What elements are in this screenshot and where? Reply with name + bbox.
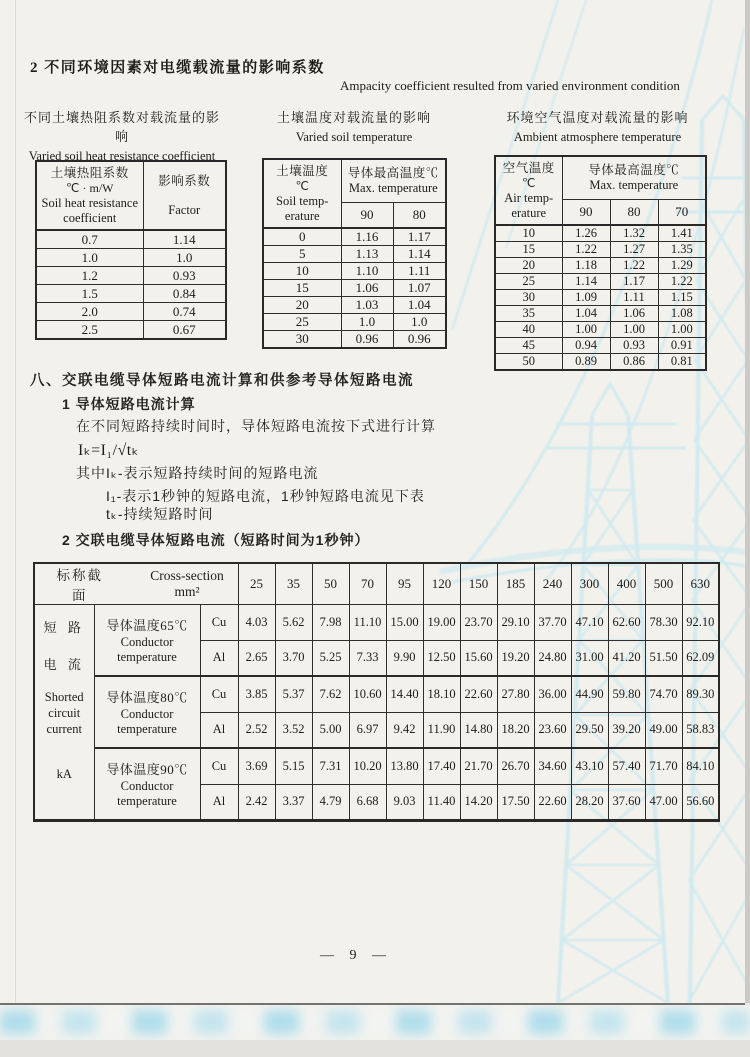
table-row [263, 297, 446, 314]
table-row [36, 321, 226, 340]
table-cell: 0.74 [143, 303, 226, 321]
table-cell: 1.06 [341, 280, 393, 297]
table-row [263, 263, 446, 280]
soil-temperature-caption [262, 109, 446, 146]
scanner-background [0, 1040, 750, 1057]
table-cell: 70 [349, 563, 386, 605]
table-cell: 30 [263, 331, 341, 349]
table-cell: 25 [238, 563, 275, 605]
table-cell: 400 [608, 563, 645, 605]
header-zh: 导体最高温度℃ [347, 166, 439, 181]
formula-note-i1: I₁-表示1秒钟的短路电流，1秒钟短路电流见下表 [106, 488, 425, 504]
table-cell: 36.00 [534, 676, 571, 712]
short-circuit-formula: Iₖ=I₁/√tₖ [78, 442, 140, 459]
table-cell: 74.70 [645, 676, 682, 712]
table-cell: 23.70 [460, 605, 497, 641]
table-cell: 5.00 [312, 712, 349, 748]
table-cell: 9.03 [386, 784, 423, 821]
caption-en: Ambient atmosphere temperature [513, 129, 682, 144]
table-cell: 0.93 [610, 338, 658, 354]
table-cell: 1.18 [562, 258, 610, 274]
group-label-en: temperature [117, 722, 177, 736]
table-cell: 0.7 [36, 230, 143, 249]
table-row [263, 280, 446, 297]
table-cell: 1.14 [393, 246, 446, 263]
corner-en: Cross-section mm² [150, 568, 224, 599]
header-en: Soil heat resistance [41, 196, 138, 211]
table-cell: 39.20 [608, 712, 645, 748]
table-cell: 15.60 [460, 640, 497, 676]
table-cell: 18.20 [497, 712, 534, 748]
table-cell: 2.42 [238, 784, 275, 821]
header-cell [562, 156, 706, 199]
corner-header-cell [34, 563, 238, 605]
short-circuit-current-table [33, 562, 720, 822]
table-cell: 1.41 [658, 225, 706, 242]
header-en: erature [511, 206, 547, 221]
table-cell: 1.09 [562, 290, 610, 306]
header-zh: 空气温度 [502, 161, 555, 175]
material-cell: Cu [200, 748, 238, 784]
table-cell: 1.27 [610, 242, 658, 258]
air-temperature-table [494, 155, 707, 371]
section-paragraph: 在不同短路持续时间时，导体短路电流按下式进行计算 [76, 418, 436, 434]
table-cell: 1.32 [610, 225, 658, 242]
group-label-zh: 导体温度65℃ [106, 617, 188, 633]
soil-temperature-table [262, 158, 447, 349]
table-cell: 58.83 [682, 712, 719, 748]
formula-note-tk: tₖ-持续短路时间 [106, 506, 214, 522]
table-cell: 1.04 [393, 297, 446, 314]
table-cell: 47.00 [645, 784, 682, 821]
table-cell: 2.5 [36, 321, 143, 340]
header-unit: ℃ · m/W [66, 181, 114, 196]
table-cell: 1.15 [658, 290, 706, 306]
caption-zh: 不同土壤热阻系数对载流量的影响 [23, 110, 220, 144]
table-cell: 6.97 [349, 712, 386, 748]
table-row [495, 242, 706, 258]
group-label-zh: 导体温度80℃ [106, 689, 188, 705]
table-cell: 95 [386, 563, 423, 605]
header-unit: ℃ [295, 179, 309, 194]
table-cell: 35 [275, 563, 312, 605]
table-cell: 13.80 [386, 748, 423, 784]
table-cell: 70 [658, 199, 706, 225]
table-cell: 240 [534, 563, 571, 605]
table-cell: 43.10 [571, 748, 608, 784]
table-cell: 5 [263, 246, 341, 263]
table-cell: 17.50 [497, 784, 534, 821]
table-cell: 10 [263, 263, 341, 280]
table-cell: 0.67 [143, 321, 226, 340]
table-row-80c-cu [34, 676, 719, 712]
table-cell: 0.89 [562, 354, 610, 371]
table-cell: 1.04 [562, 306, 610, 322]
table-body [36, 230, 226, 339]
table-cell: 1.08 [658, 306, 706, 322]
table-cell: 15 [263, 280, 341, 297]
table-cell: 34.60 [534, 748, 571, 784]
row-label-zh: 电 流 [43, 657, 85, 672]
table-cell: 1.00 [610, 322, 658, 338]
header-unit: ℃ [522, 176, 536, 191]
group-label-en: Conductor [120, 634, 174, 649]
table-cell: 24.80 [534, 640, 571, 676]
page-title: 2 不同环境因素对电缆载流量的影响系数 [30, 60, 325, 76]
header-en: Air temp- [504, 191, 554, 206]
table-row [495, 338, 706, 354]
table-cell: 25 [263, 314, 341, 331]
table-cell: 0.96 [341, 331, 393, 349]
table-cell: 15 [495, 242, 562, 258]
table-cell: 1.11 [393, 263, 446, 280]
next-page-blur-artwork [0, 1010, 750, 1034]
table-cell: 0.86 [610, 354, 658, 371]
header-zh: 土壤温度 [276, 164, 329, 178]
table-cell: 1.00 [658, 322, 706, 338]
table-cell: 50 [312, 563, 349, 605]
table-cell: 150 [460, 563, 497, 605]
table-cell: 80 [393, 202, 446, 228]
table-cell: 56.60 [682, 784, 719, 821]
material-cell: Cu [200, 605, 238, 641]
group-label-en: Conductor [120, 706, 174, 721]
table-cell: 50 [495, 354, 562, 371]
table-cell: 1.22 [610, 258, 658, 274]
next-page-edge [0, 1005, 750, 1040]
table-cell: 10.60 [349, 676, 386, 712]
table-cell: 3.37 [275, 784, 312, 821]
group-label-80c [94, 676, 200, 748]
table-row [36, 230, 226, 249]
section-item-1: 1 导体短路电流计算 [62, 396, 196, 412]
table-cell: 19.00 [423, 605, 460, 641]
table-header-row [36, 161, 226, 230]
caption-en: Varied soil heat resistance coefficient [28, 148, 216, 163]
table-cell: 22.60 [534, 784, 571, 821]
table-cell: 1.17 [610, 274, 658, 290]
row-label-en-line: circuit [48, 706, 81, 720]
page-right-edge-shadow [745, 0, 750, 1003]
table-cell: 21.70 [460, 748, 497, 784]
table-cell: 1.0 [36, 249, 143, 267]
table-row [36, 285, 226, 303]
table-cell: 500 [645, 563, 682, 605]
header-en: Max. temperature [589, 178, 679, 193]
header-cell [263, 159, 341, 228]
table-cell: 14.80 [460, 712, 497, 748]
row-label-cell [34, 605, 94, 821]
table-cell: 4.03 [238, 605, 275, 641]
table-cell: 1.0 [143, 249, 226, 267]
table-cell: 7.31 [312, 748, 349, 784]
caption-zh: 土壤温度对载流量的影响 [276, 110, 431, 125]
table-row [495, 258, 706, 274]
row-label-en-line: Shorted [44, 690, 84, 704]
formula-note-ik: 其中Iₖ-表示短路持续时间的短路电流 [76, 465, 319, 481]
row-label-en-line: current [46, 722, 82, 736]
table-cell: 30 [495, 290, 562, 306]
table-cell: 29.10 [497, 605, 534, 641]
row-label-en [45, 689, 84, 737]
table-cell: 29.50 [571, 712, 608, 748]
header-cell [341, 159, 446, 202]
page-number: — 9 — [320, 948, 392, 963]
table-cell: 1.26 [562, 225, 610, 242]
table-cell: 1.10 [341, 263, 393, 280]
table-cell: 1.17 [393, 228, 446, 246]
table-cell: 22.60 [460, 676, 497, 712]
table-row [263, 314, 446, 331]
header-en: erature [284, 209, 320, 224]
table-cell: 1.14 [143, 230, 226, 249]
material-cell: Al [200, 784, 238, 821]
table-row [495, 274, 706, 290]
header-cell [143, 161, 226, 230]
group-label-en: Conductor [120, 778, 174, 793]
soil-resistance-caption [22, 109, 222, 165]
table-cell: 20 [495, 258, 562, 274]
table-row [263, 331, 446, 349]
table-cell: 1.22 [562, 242, 610, 258]
material-cell: Al [200, 640, 238, 676]
table-cell: 35 [495, 306, 562, 322]
table-cell: 15.00 [386, 605, 423, 641]
table-cell: 78.30 [645, 605, 682, 641]
table-cell: 1.2 [36, 267, 143, 285]
table-cell: 80 [610, 199, 658, 225]
table-cell: 37.60 [608, 784, 645, 821]
table-cell: 90 [562, 199, 610, 225]
table-cell: 1.03 [341, 297, 393, 314]
table-cell: 630 [682, 563, 719, 605]
table-cell: 2.65 [238, 640, 275, 676]
table-cell: 0.96 [393, 331, 446, 349]
table-cell: 40 [495, 322, 562, 338]
table-cell: 1.00 [562, 322, 610, 338]
table-row [36, 303, 226, 321]
table-row-65c-cu [34, 605, 719, 641]
table-row [495, 322, 706, 338]
table-cell: 0 [263, 228, 341, 246]
table-body [263, 228, 446, 348]
table-cell: 12.50 [423, 640, 460, 676]
table-cell: 37.70 [534, 605, 571, 641]
table-cell: 300 [571, 563, 608, 605]
page-subtitle-en: Ampacity coefficient resulted from varied environment condition [340, 78, 680, 93]
table-cell: 41.20 [608, 640, 645, 676]
table-cell: 25 [495, 274, 562, 290]
table-header-row [495, 156, 706, 199]
header-en: Max. temperature [348, 181, 438, 196]
row-label [35, 605, 94, 782]
material-cell: Al [200, 712, 238, 748]
table-row [263, 228, 446, 246]
table-cell: 0.84 [143, 285, 226, 303]
section-item-2: 2 交联电缆导体短路电流（短路时间为1秒钟） [62, 532, 370, 548]
table-cell: 3.70 [275, 640, 312, 676]
table-cell: 6.68 [349, 784, 386, 821]
table-cell: 1.22 [658, 274, 706, 290]
table-row [36, 249, 226, 267]
header-en: coefficient [63, 211, 117, 226]
table-cell: 7.33 [349, 640, 386, 676]
table-cell: 1.13 [341, 246, 393, 263]
table-cell: 2.0 [36, 303, 143, 321]
caption-en: Varied soil temperature [295, 129, 413, 144]
header-zh: 导体最高温度℃ [588, 163, 680, 178]
table-cell: 1.0 [393, 314, 446, 331]
air-temperature-caption [490, 109, 705, 146]
table-cell: 19.20 [497, 640, 534, 676]
table-cell: 5.15 [275, 748, 312, 784]
table-cell: 7.98 [312, 605, 349, 641]
header-cell [495, 156, 562, 225]
table-cell: 3.85 [238, 676, 275, 712]
table-cell: 27.80 [497, 676, 534, 712]
table-cell: 5.37 [275, 676, 312, 712]
table-row-90c-cu [34, 748, 719, 784]
material-cell: Cu [200, 676, 238, 712]
header-cell [36, 161, 143, 230]
table-cell: 0.93 [143, 267, 226, 285]
table-cell: 44.90 [571, 676, 608, 712]
table-cell: 62.09 [682, 640, 719, 676]
table-cell: 92.10 [682, 605, 719, 641]
table-cell: 1.29 [658, 258, 706, 274]
table-cell: 5.25 [312, 640, 349, 676]
table-cell: 120 [423, 563, 460, 605]
table-cell: 59.80 [608, 676, 645, 712]
group-label-90c [94, 748, 200, 821]
table-cell: 2.52 [238, 712, 275, 748]
header-en: Factor [168, 203, 201, 218]
table-cell: 1.35 [658, 242, 706, 258]
table-cell: 14.40 [386, 676, 423, 712]
table-body [495, 225, 706, 370]
table-cell: 1.06 [610, 306, 658, 322]
table-cell: 10 [495, 225, 562, 242]
table-cell: 18.10 [423, 676, 460, 712]
table-row [495, 306, 706, 322]
header-zh: 土壤热阻系数 [50, 166, 129, 180]
table-cell: 89.30 [682, 676, 719, 712]
table-cell: 49.00 [645, 712, 682, 748]
table-cell: 62.60 [608, 605, 645, 641]
group-label-en: temperature [117, 794, 177, 808]
header-zh: 影响系数 [158, 174, 211, 188]
table-cell: 90 [341, 202, 393, 228]
table-cell: 31.00 [571, 640, 608, 676]
table-cell: 9.42 [386, 712, 423, 748]
caption-zh: 环境空气温度对载流量的影响 [506, 110, 689, 125]
group-label-65c [94, 605, 200, 677]
table-cell: 0.94 [562, 338, 610, 354]
table-row [495, 225, 706, 242]
table-cell: 4.79 [312, 784, 349, 821]
table-cell: 0.81 [658, 354, 706, 371]
table-cell: 7.62 [312, 676, 349, 712]
table-cell: 10.20 [349, 748, 386, 784]
corner-zh: 标称截面 [56, 568, 103, 603]
table-cell: 17.40 [423, 748, 460, 784]
group-label-zh: 导体温度90℃ [106, 761, 188, 777]
table-cell: 57.40 [608, 748, 645, 784]
table-cell: 1.5 [36, 285, 143, 303]
table-cell: 5.62 [275, 605, 312, 641]
table-header-row [263, 159, 446, 202]
table-cell: 84.10 [682, 748, 719, 784]
page-gutter-shadow [15, 0, 16, 1003]
table-cell: 3.52 [275, 712, 312, 748]
table-cell: 14.20 [460, 784, 497, 821]
table-cell: 11.90 [423, 712, 460, 748]
table-row [495, 290, 706, 306]
table-cell: 185 [497, 563, 534, 605]
table-cell: 1.14 [562, 274, 610, 290]
table-cell: 51.50 [645, 640, 682, 676]
table-cell: 45 [495, 338, 562, 354]
section-heading: 八、交联电缆导体短路电流计算和供参考导体短路电流 [30, 373, 414, 389]
row-label-unit: kA [56, 767, 72, 781]
table-cell: 1.07 [393, 280, 446, 297]
table-cell: 47.10 [571, 605, 608, 641]
table-cell: 3.69 [238, 748, 275, 784]
table-cell: 20 [263, 297, 341, 314]
table-cell: 23.60 [534, 712, 571, 748]
table-cell: 1.0 [341, 314, 393, 331]
table-header-row [34, 563, 719, 605]
table-cell: 71.70 [645, 748, 682, 784]
table-cell: 26.70 [497, 748, 534, 784]
header-en: Soil temp- [276, 194, 329, 209]
table-cell: 11.40 [423, 784, 460, 821]
soil-resistance-table [35, 160, 227, 340]
group-label-en: temperature [117, 650, 177, 664]
row-label-zh: 短 路 [43, 620, 85, 635]
table-cell: 1.16 [341, 228, 393, 246]
table-row [495, 354, 706, 371]
table-cell: 9.90 [386, 640, 423, 676]
table-cell: 1.11 [610, 290, 658, 306]
corner-header [35, 564, 238, 604]
table-row [263, 246, 446, 263]
table-cell: 11.10 [349, 605, 386, 641]
table-cell: 0.91 [658, 338, 706, 354]
table-cell: 28.20 [571, 784, 608, 821]
table-row [36, 267, 226, 285]
